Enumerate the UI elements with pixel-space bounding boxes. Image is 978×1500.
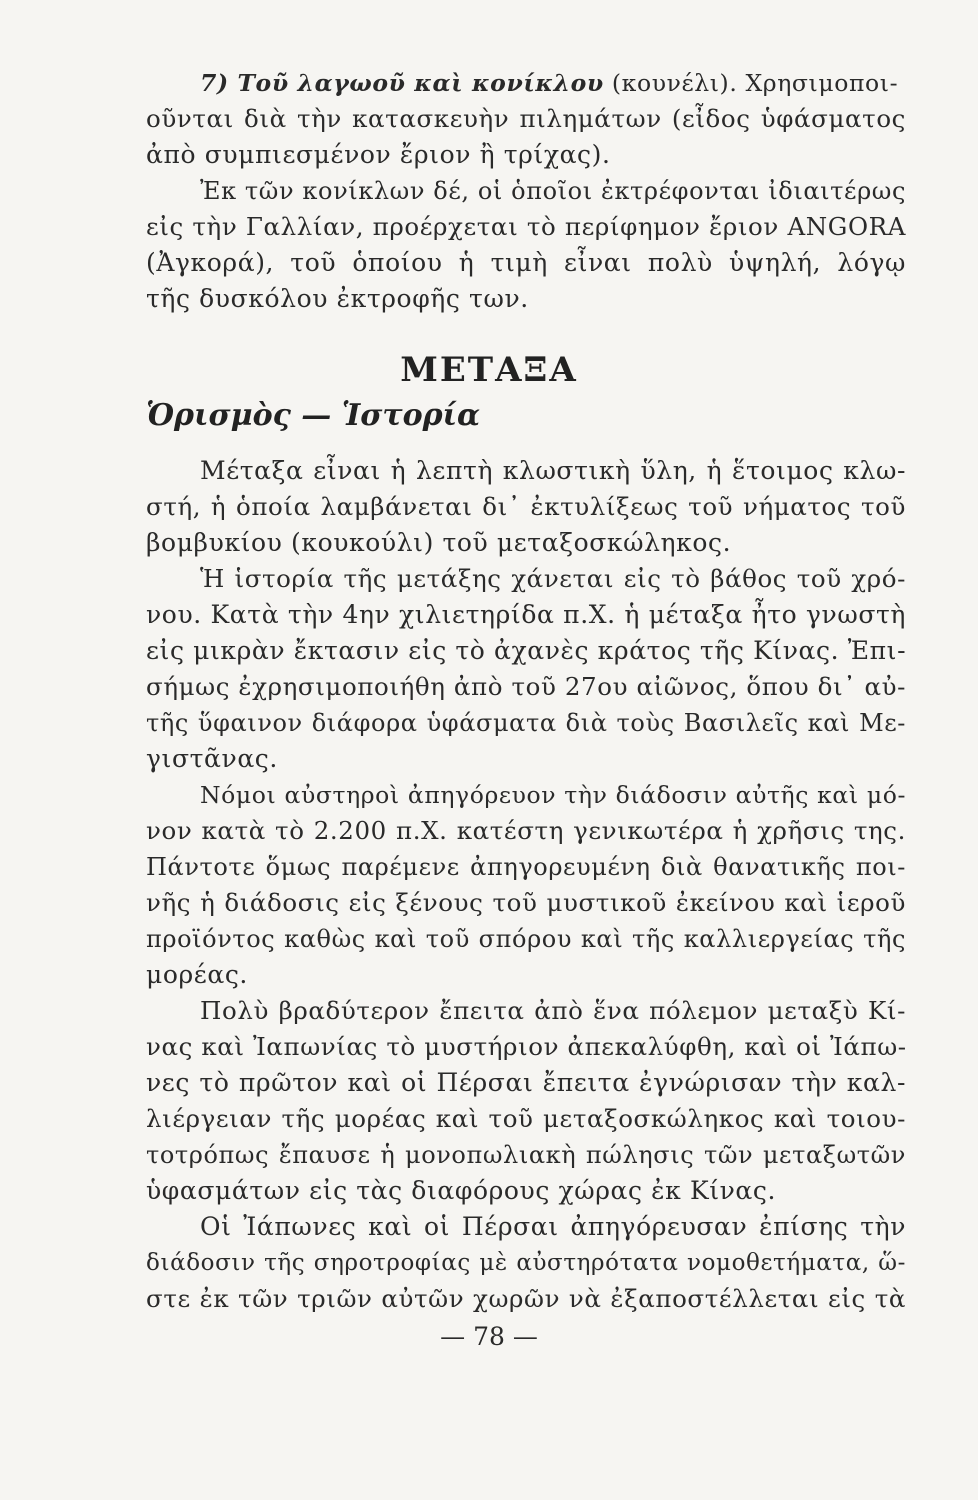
body-line: Πολὺ βραδύτερον ἔπειτα ἀπὸ ἕνα πόλεμον μεταξὺ Κί- <box>200 996 906 1025</box>
body-line: βομβυκίου (κουκούλι) τοῦ μεταξοσκώληκος. <box>146 528 732 557</box>
subheading: Ὁρισμὸς — Ἱστορία <box>146 398 481 433</box>
body-line: νον κατὰ τὸ 2.200 π.Χ. κατέστη γενικωτέρα ἡ χρῆσις της. <box>146 816 906 845</box>
body-line: μορέας. <box>146 960 248 989</box>
intro-line-3: Ἐκ τῶν κονίκλων δέ, οἱ ὁποῖοι ἐκτρέφονται ἰδιαιτέρως <box>200 177 906 205</box>
intro-line-2: ἀπὸ συμπιεσμένον ἔριον ἢ τρίχας). <box>146 140 611 169</box>
body-line: Νόμοι αὐστηροὶ ἀπηγόρευον τὴν διάδοσιν αὐτῆς καὶ μό- <box>200 781 906 809</box>
item-heading: 7) Τοῦ λαγωοῦ καὶ κονίκλου <box>200 69 604 97</box>
intro-line-4: εἰς τὴν Γαλλίαν, προέρχεται τὸ περίφημον ἔριον ANGORA <box>146 212 906 241</box>
body-line: νου. Κατὰ τὴν 4ην χιλιετηρίδα π.Χ. ἡ μέταξα ἦτο γνωστὴ <box>146 600 906 629</box>
intro-line-0: (κουνέλι). Χρησιμοποι- <box>611 69 899 97</box>
intro-line-6: τῆς δυσκόλου ἐκτροφῆς των. <box>146 284 529 313</box>
body-line: Οἱ Ἰάπωνες καὶ οἱ Πέρσαι ἀπηγόρευσαν ἐπίσης τὴν <box>200 1212 906 1241</box>
body-line: στή, ἡ ὁποία λαμβάνεται δι᾽ ἐκτυλίξεως τοῦ νήματος τοῦ <box>146 492 906 521</box>
body-line: γιστᾶνας. <box>146 744 278 773</box>
body-line: εἰς μικρὰν ἔκτασιν εἰς τὸ ἀχανὲς κράτος τῆς Κίνας. Ἐπι- <box>146 636 907 665</box>
intro-line-5: (Ἀγκορά), τοῦ ὁποίου ἡ τιμὴ εἶναι πολὺ ὑψηλή, λόγῳ <box>146 248 906 277</box>
body-line: προϊόντος καθὼς καὶ τοῦ σπόρου καὶ τῆς καλλιεργείας τῆς <box>146 925 906 953</box>
page-number: — 78 — <box>440 1322 538 1351</box>
body-line: τῆς ὕφαινον διάφορα ὑφάσματα διὰ τοὺς Βασιλεῖς καὶ Με- <box>146 709 906 737</box>
body-line: Πάντοτε ὅμως παρέμενε ἀπηγορευμένη διὰ θανατικῆς ποι- <box>146 853 906 881</box>
body-line: λιέργειαν τῆς μορέας καὶ τοῦ μεταξοσκώληκος καὶ τοιου- <box>146 1104 906 1133</box>
body-line: στε ἐκ τῶν τριῶν αὐτῶν χωρῶν νὰ ἐξαποστέλλεται εἰς τὰ <box>146 1284 906 1313</box>
body-line: νῆς ἡ διάδοσις εἰς ξένους τοῦ μυστικοῦ ἐκείνου καὶ ἱεροῦ <box>146 888 906 917</box>
body-line: Ἡ ἱστορία τῆς μετάξης χάνεται εἰς τὸ βάθος τοῦ χρό- <box>200 564 906 593</box>
intro-line-1: οῦνται διὰ τὴν κατασκευὴν πιλημάτων (εἶδος ὑφάσματος <box>146 104 906 133</box>
body-line: τοτρόπως ἔπαυσε ἡ μονοπωλιακὴ πώλησις τῶν μεταξωτῶν <box>146 1141 906 1169</box>
body-line: διάδοσιν τῆς σηροτροφίας μὲ αὐστηρότατα νομοθετήματα, ὥ- <box>146 1250 906 1276</box>
body-line: νες τὸ πρῶτον καὶ οἱ Πέρσαι ἔπειτα ἐγνώρισαν τὴν καλ- <box>146 1068 906 1097</box>
intro-first-line <box>200 68 906 98</box>
body-line: σήμως ἐχρησιμοποιήθη ἀπὸ τοῦ 27ου αἰῶνος, ὅπου δι᾽ αὐ- <box>146 672 906 701</box>
body-line: νας καὶ Ἰαπωνίας τὸ μυστήριον ἀπεκαλύφθη, καὶ οἱ Ἰάπω- <box>146 1032 907 1061</box>
body-line: Μέταξα εἶναι ἡ λεπτὴ κλωστικὴ ὕλη, ἡ ἕτοιμος κλω- <box>200 456 906 485</box>
section-title: ΜΕΤΑΞΑ <box>400 350 578 390</box>
body-line: ὑφασμάτων εἰς τὰς διαφόρους χώρας ἐκ Κίνας. <box>146 1176 777 1205</box>
